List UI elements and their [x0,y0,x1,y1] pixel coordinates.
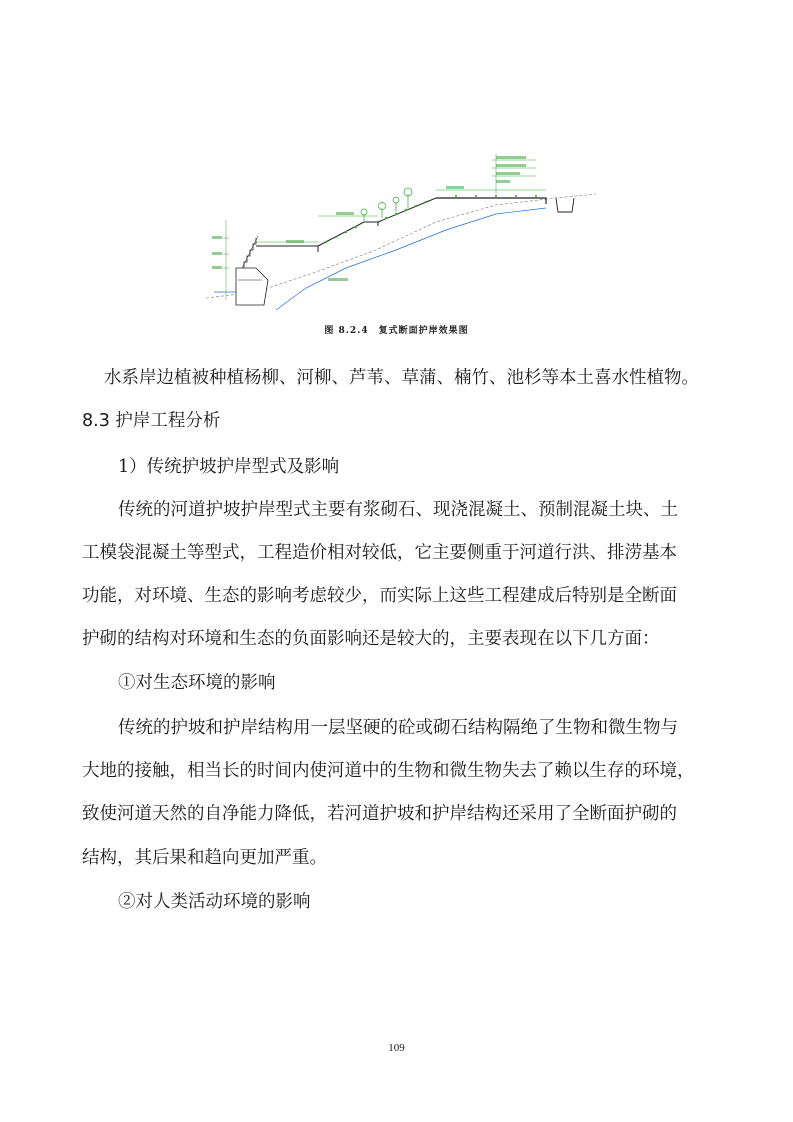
paragraph-1-line-3: 功能，对环境、生态的影响考虑较少，而实际上这些工程建成后特别是全断面 [82,586,677,606]
cross-section-drawing [196,150,602,320]
page-number: 109 [388,1042,405,1054]
list-item-2: ②对人类活动环境的影响 [118,892,311,912]
list-item-1: ①对生态环境的影响 [118,673,276,693]
paragraph-2-line-4: 结构，其后果和趋向更加严重。 [82,848,327,868]
paragraph-1-line-2: 工模袋混凝土等型式，工程造价相对较低，它主要侧重于河道行洪、排涝基本 [82,543,677,563]
paragraph-2-line-2: 大地的接触，相当长的时间内使河道中的生物和微生物失去了赖以生存的环境， [82,761,695,781]
subsection-heading: 1）传统护坡护岸型式及影响 [118,457,340,477]
paragraph-1-line-1: 传统的河道护坡护岸型式主要有浆砌石、现浇混凝土、预制混凝土块、土 [118,500,678,520]
paragraph-plants: 水系岸边植被种植杨柳、河柳、芦苇、草蒲、楠竹、池杉等本土喜水性植物。 [104,368,699,388]
section-number: 8.3 [82,411,110,431]
paragraph-2-line-1: 传统的护坡和护岸结构用一层坚硬的砼或砌石结构隔绝了生物和微生物与 [118,718,678,738]
section-title: 护岸工程分析 [115,411,221,431]
revetment-cross-section-figure [196,150,602,320]
paragraph-2-line-3: 致使河道天然的自净能力降低，若河道护坡和护岸结构还采用了全断面护砌的 [82,804,677,824]
figure-caption: 图 8.2.4 复式断面护岸效果图 [324,326,469,336]
paragraph-1-line-4: 护砌的结构对环境和生态的负面影响还是较大的，主要表现在以下几方面： [82,629,660,649]
section-heading [82,407,722,432]
